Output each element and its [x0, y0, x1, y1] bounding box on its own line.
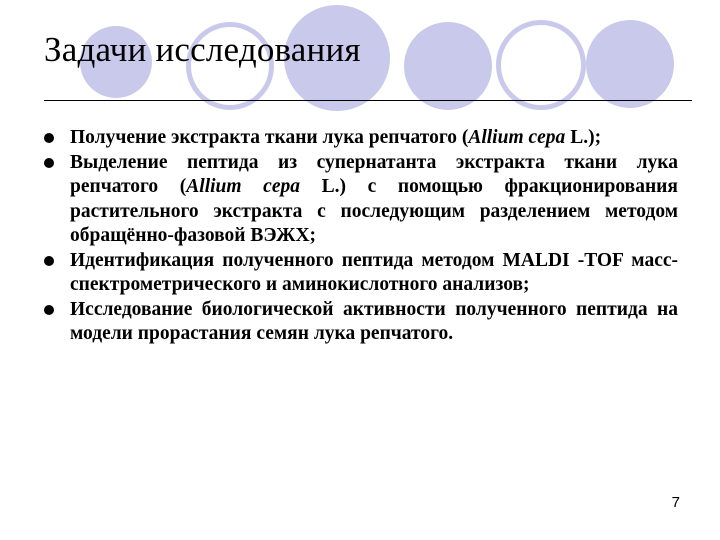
page-number: 7: [671, 494, 680, 511]
bullet-text: L.);: [565, 127, 602, 148]
decorative-circle-filled: [404, 22, 492, 110]
bullet-text: Исследование биологической активности полученного пептида на модели прорастания семян лука репчатого.: [70, 298, 678, 344]
bullet-item: [44, 298, 678, 347]
bullet-dot-icon: [44, 133, 54, 143]
bullet-dot-icon: [44, 158, 54, 168]
bullet-item: [44, 249, 678, 298]
title-underline: [44, 100, 692, 101]
bullet-text-italic: Allium cepa: [186, 176, 300, 197]
slide-title: Задачи исследования: [44, 30, 361, 69]
decorative-circle-filled: [586, 20, 674, 108]
bullet-text: Идентификация полученного пептида методом MALDI -TOF масс-спектрометрического и аминокислотного анализов;: [70, 249, 678, 295]
bullet-text: Выделение пептида из супернатанта экстракта ткани лука репчатого (: [70, 151, 678, 197]
decorative-circle-ring: [496, 20, 586, 110]
bullet-list: [44, 126, 678, 347]
bullet-text-italic: Allium cepa: [468, 127, 566, 148]
bullet-text: Получение экстракта ткани лука репчатого (: [70, 127, 469, 148]
bullet-item: [44, 151, 678, 249]
bullet-dot-icon: [44, 256, 54, 266]
bullet-item: [44, 126, 678, 151]
bullet-dot-icon: [44, 305, 54, 315]
bullet-text: L.) с помощью фракционирования растительного экстракта с последующим разделением методом обращённо-фазовой ВЭЖХ;: [70, 176, 678, 246]
